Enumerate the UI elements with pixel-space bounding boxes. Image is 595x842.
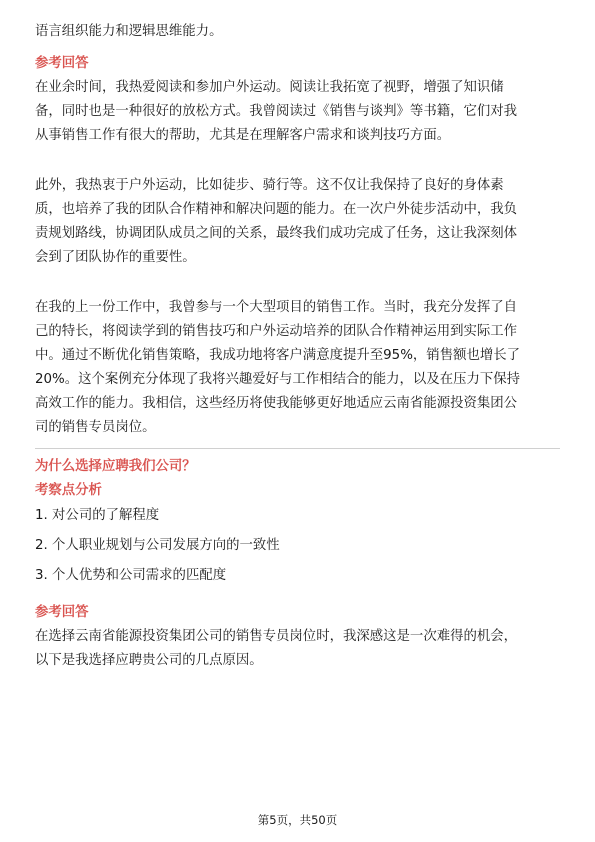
paragraph-line: 司的销售专员岗位。 bbox=[35, 420, 156, 435]
paragraph-line: 在业余时间，我热爱阅读和参加户外运动。阅读让我拓宽了视野，增强了知识储 bbox=[35, 80, 504, 95]
paragraph-line: 在我的上一份工作中，我曾参与一个大型项目的销售工作。当时，我充分发挥了自 bbox=[35, 300, 518, 315]
paragraph-line: 己的特长，将阅读学到的销售技巧和户外运动培养的团队合作精神运用到实际工作 bbox=[35, 324, 518, 339]
paragraph-line: 高效工作的能力。我相信，这些经历将使我能够更好地适应云南省能源投资集团公 bbox=[35, 396, 518, 411]
analysis-point: 1. 对公司的了解程度 bbox=[35, 508, 160, 523]
answer-label: 参考回答 bbox=[35, 56, 89, 71]
paragraph-line: 质，也培养了我的团队合作精神和解决问题的能力。在一次户外徒步活动中，我负 bbox=[35, 202, 518, 217]
answer-paragraph-2 bbox=[35, 174, 562, 270]
analysis-point: 3. 个人优势和公司需求的匹配度 bbox=[35, 568, 227, 583]
analysis-points bbox=[35, 503, 562, 593]
page-content bbox=[35, 20, 562, 673]
paragraph-line: 从事销售工作有很大的帮助，尤其是在理解客户需求和谈判技巧方面。 bbox=[35, 128, 451, 143]
paragraph-line: 会到了团队协作的重要性。 bbox=[35, 250, 196, 265]
analysis-point: 2. 个人职业规划与公司发展方向的一致性 bbox=[35, 538, 280, 553]
section-divider bbox=[35, 448, 560, 449]
paragraph-line: 此外，我热衷于户外运动，比如徒步、骑行等。这不仅让我保持了良好的身体素 bbox=[35, 178, 504, 193]
paragraph-line: 20%。这个案例充分体现了我将兴趣爱好与工作相结合的能力，以及在压力下保持 bbox=[35, 372, 521, 387]
paragraph-line: 备，同时也是一种很好的放松方式。我曾阅读过《销售与谈判》等书籍，它们对我 bbox=[35, 104, 518, 119]
analysis-label: 考察点分析 bbox=[35, 483, 102, 498]
paragraph-line: 在选择云南省能源投资集团公司的销售专员岗位时，我深感这是一次难得的机会， bbox=[35, 629, 518, 644]
question-title: 为什么选择应聘我们公司？ bbox=[35, 459, 196, 474]
answer-paragraph-3 bbox=[35, 296, 562, 440]
paragraph-line: 中。通过不断优化销售策略，我成功地将客户满意度提升至95%，销售额也增长了 bbox=[35, 348, 521, 363]
page-indicator: 第5页，共50页 bbox=[257, 813, 338, 827]
answer-paragraph bbox=[35, 625, 562, 673]
top-fragment-text: 语言组织能力和逻辑思维能力。 bbox=[35, 24, 223, 39]
paragraph-line: 以下是我选择应聘贵公司的几点原因。 bbox=[35, 653, 263, 668]
paragraph-line: 责规划路线，协调团队成员之间的关系，最终我们成功完成了任务，这让我深刻体 bbox=[35, 226, 518, 241]
answer-paragraph-1 bbox=[35, 76, 562, 148]
answer-label: 参考回答 bbox=[35, 605, 89, 620]
